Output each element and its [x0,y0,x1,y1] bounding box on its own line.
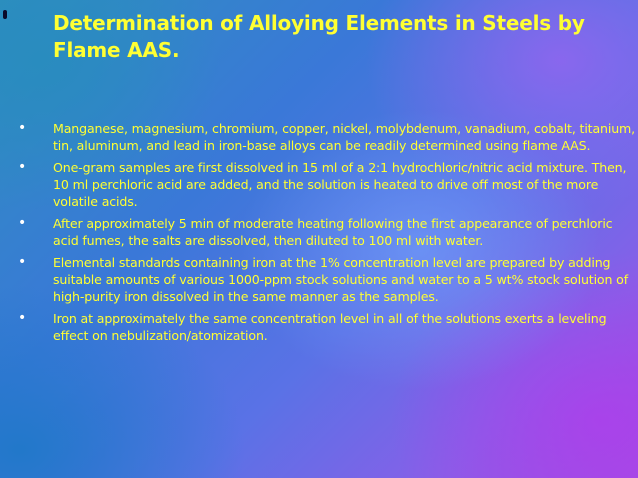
list-item [18,254,636,305]
bullet-icon: • [18,215,27,231]
list-item [18,215,636,249]
list-item [18,310,636,344]
list-item [18,120,636,154]
bullet-icon: • [18,159,27,175]
slide-title: Determination of Alloying Elements in Steels by Flame AAS. [53,11,585,62]
list-item [18,159,636,210]
bullet-icon: • [18,310,27,326]
bullet-icon: • [18,120,27,136]
bullet-text: Elemental standards containing iron at the 1% concentration level are prepared by adding suitable amounts of various 1000-ppm stock solutions and water to a 5 wt% stock solution of high-purity iron dissolved in the same manner as the samples. [53,255,629,304]
bullet-text: Manganese, magnesium, chromium, copper, nickel, molybdenum, vanadium, cobalt, titanium, tin, aluminum, and lead in iron-base alloys can be readily determined using flame AAS. [53,121,636,153]
bullet-icon: • [18,254,27,270]
corner-mark [3,10,7,19]
bullet-text: Iron at approximately the same concentration level in all of the solutions exerts a leveling effect on nebulization/atomization. [53,311,607,343]
bullet-list [18,120,636,349]
bullet-text: After approximately 5 min of moderate heating following the first appearance of perchloric acid fumes, the salts are dissolved, then diluted to 100 ml with water. [53,216,613,248]
bullet-text: One-gram samples are first dissolved in 15 ml of a 2:1 hydrochloric/nitric acid mixture. Then, 10 ml perchloric acid are added, and the solution is heated to drive off most of the more volatile acids. [53,160,627,209]
